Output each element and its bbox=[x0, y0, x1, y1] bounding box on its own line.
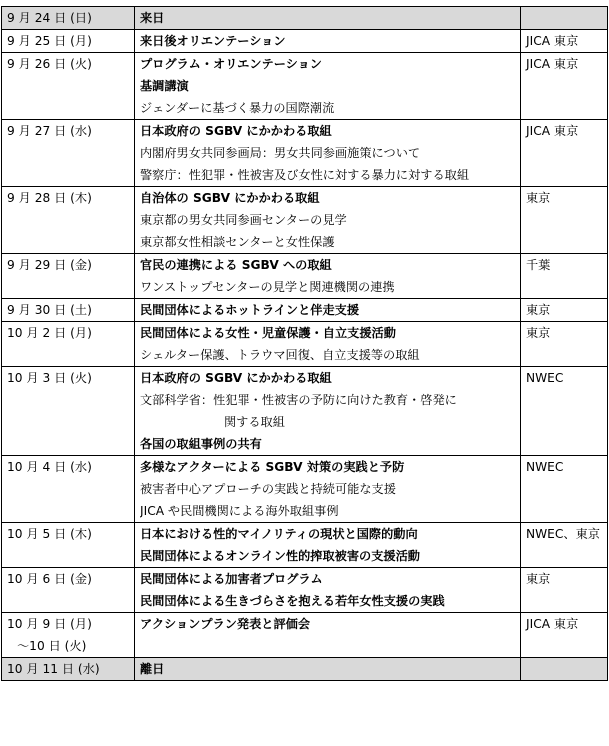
date-cell bbox=[2, 30, 135, 53]
program-cell bbox=[135, 299, 521, 322]
program-cell bbox=[135, 658, 521, 681]
date-cell bbox=[2, 53, 135, 120]
date-text: 9 月 25 日 (月) bbox=[7, 34, 92, 48]
program-title: 民間団体による加害者プログラム bbox=[140, 572, 323, 586]
program-title: 民間団体による女性・児童保護・自立支援活動 bbox=[140, 326, 396, 340]
schedule-row bbox=[2, 30, 608, 53]
date-text: 10 月 5 日 (木) bbox=[7, 527, 92, 541]
program-title: 民間団体によるホットラインと伴走支援 bbox=[140, 303, 360, 317]
location-cell bbox=[521, 658, 608, 681]
program-detail: 警察庁：性犯罪・性被害及び女性に対する暴力に対する取組 bbox=[140, 168, 470, 182]
schedule-row bbox=[2, 658, 608, 681]
program-detail: 東京都の男女共同参画センターの見学 bbox=[140, 213, 347, 227]
schedule-row bbox=[2, 613, 608, 658]
date-text: 10 月 4 日 (水) bbox=[7, 460, 92, 474]
date-cell bbox=[2, 7, 135, 30]
program-title: 民間団体による生きづらさを抱える若年女性支援の実践 bbox=[140, 594, 445, 608]
program-title: 多様なアクターによる SGBV 対策の実践と予防 bbox=[140, 460, 405, 474]
schedule-body bbox=[2, 7, 608, 681]
schedule-row bbox=[2, 254, 608, 299]
schedule-row bbox=[2, 299, 608, 322]
program-cell bbox=[135, 367, 521, 456]
program-cell bbox=[135, 187, 521, 254]
date-cell bbox=[2, 568, 135, 613]
location-cell bbox=[521, 7, 608, 30]
program-title: 来日後オリエンテーション bbox=[140, 34, 286, 48]
program-detail: 内閣府男女共同参画局：男女共同参画施策について bbox=[140, 146, 421, 160]
program-cell bbox=[135, 322, 521, 367]
schedule-row bbox=[2, 523, 608, 568]
date-cell bbox=[2, 658, 135, 681]
schedule-row bbox=[2, 456, 608, 523]
location-cell: NWEC、東京 bbox=[521, 523, 608, 568]
date-cell bbox=[2, 523, 135, 568]
date-text: 10 月 9 日 (月) bbox=[7, 617, 92, 631]
program-cell bbox=[135, 30, 521, 53]
program-cell bbox=[135, 7, 521, 30]
program-title: 民間団体によるオンライン性的搾取被害の支援活動 bbox=[140, 549, 420, 563]
program-title: 日本政府の SGBV にかかわる取組 bbox=[140, 124, 332, 138]
date-cell bbox=[2, 299, 135, 322]
program-cell bbox=[135, 456, 521, 523]
program-detail bbox=[140, 635, 516, 657]
schedule-row bbox=[2, 7, 608, 30]
date-text: 9 月 24 日 (日) bbox=[7, 11, 92, 25]
date-text: 9 月 26 日 (火) bbox=[7, 57, 92, 71]
schedule-row bbox=[2, 367, 608, 456]
date-cell bbox=[2, 456, 135, 523]
schedule-table bbox=[1, 6, 608, 681]
program-cell bbox=[135, 613, 521, 658]
location-cell: JICA 東京 bbox=[521, 120, 608, 187]
program-detail: JICA や民間機関による海外取組事例 bbox=[140, 504, 339, 518]
location-cell: JICA 東京 bbox=[521, 30, 608, 53]
date-text: 9 月 27 日 (水) bbox=[7, 124, 92, 138]
program-title: アクションプラン発表と評価会 bbox=[140, 617, 311, 631]
location-cell: NWEC bbox=[521, 456, 608, 523]
schedule-row bbox=[2, 322, 608, 367]
schedule-row bbox=[2, 568, 608, 613]
program-title: プログラム・オリエンテーション bbox=[140, 57, 322, 71]
date-text: 9 月 29 日 (金) bbox=[7, 258, 92, 272]
program-detail: 被害者中心アプローチの実践と持続可能な支援 bbox=[140, 482, 396, 496]
location-cell: JICA 東京 bbox=[521, 613, 608, 658]
schedule-row bbox=[2, 187, 608, 254]
program-cell bbox=[135, 254, 521, 299]
date-text: 10 月 2 日 (月) bbox=[7, 326, 92, 340]
program-cell bbox=[135, 120, 521, 187]
program-title: 離日 bbox=[140, 662, 165, 676]
date-text: ～10 日 (火) bbox=[17, 639, 87, 653]
program-detail: ワンストップセンターの見学と関連機関の連携 bbox=[140, 280, 395, 294]
program-title: 自治体の SGBV にかかわる取組 bbox=[140, 191, 320, 205]
date-text: 9 月 30 日 (土) bbox=[7, 303, 92, 317]
program-detail: シェルター保護、トラウマ回復、自立支援等の取組 bbox=[140, 348, 420, 362]
date-cell bbox=[2, 613, 135, 658]
date-text: 9 月 28 日 (木) bbox=[7, 191, 92, 205]
program-cell bbox=[135, 568, 521, 613]
program-cell bbox=[135, 523, 521, 568]
location-cell: 千葉 bbox=[521, 254, 608, 299]
program-detail: 関する取組 bbox=[224, 415, 285, 429]
location-cell: 東京 bbox=[521, 299, 608, 322]
program-title: 来日 bbox=[140, 11, 165, 25]
program-detail: 文部科学省：性犯罪・性被害の予防に向けた教育・啓発に bbox=[140, 393, 457, 407]
program-title: 官民の連携による SGBV への取組 bbox=[140, 258, 332, 272]
date-text: 10 月 6 日 (金) bbox=[7, 572, 92, 586]
location-cell: NWEC bbox=[521, 367, 608, 456]
schedule-row bbox=[2, 120, 608, 187]
date-text: 10 月 3 日 (火) bbox=[7, 371, 92, 385]
date-cell bbox=[2, 322, 135, 367]
date-cell bbox=[2, 367, 135, 456]
location-cell: 東京 bbox=[521, 322, 608, 367]
program-title: 日本における性的マイノリティの現状と国際的動向 bbox=[140, 527, 418, 541]
program-detail: ジェンダーに基づく暴力の国際潮流 bbox=[140, 101, 335, 115]
date-cell bbox=[2, 254, 135, 299]
program-title: 基調講演 bbox=[140, 79, 189, 93]
location-cell: 東京 bbox=[521, 568, 608, 613]
location-cell: 東京 bbox=[521, 187, 608, 254]
schedule-row bbox=[2, 53, 608, 120]
date-cell bbox=[2, 120, 135, 187]
program-title: 各国の取組事例の共有 bbox=[140, 437, 262, 451]
program-cell bbox=[135, 53, 521, 120]
location-cell: JICA 東京 bbox=[521, 53, 608, 120]
program-detail: 東京都女性相談センターと女性保護 bbox=[140, 235, 335, 249]
date-text: 10 月 11 日 (水) bbox=[7, 662, 100, 676]
date-cell bbox=[2, 187, 135, 254]
program-title: 日本政府の SGBV にかかわる取組 bbox=[140, 371, 332, 385]
